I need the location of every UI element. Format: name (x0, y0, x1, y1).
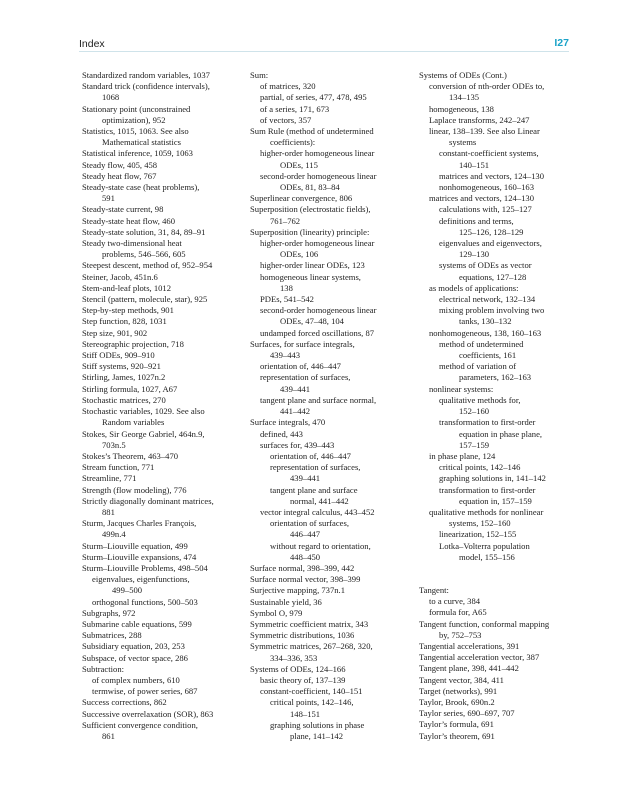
index-entry: Steady heat flow, 767 (82, 170, 157, 181)
index-subentry: nonlinear systems: (429, 383, 494, 394)
index-entry: Superlinear convergence, 806 (250, 193, 353, 204)
index-subentry: 499–500 (112, 585, 143, 596)
index-subentry: orthogonal functions, 500–503 (92, 596, 198, 607)
index-subentry: of vectors, 357 (260, 114, 312, 125)
index-subentry: normal, 441–442 (290, 495, 349, 506)
index-subentry: model, 155–156 (459, 551, 515, 562)
index-entry: Superposition (linearity) principle: (250, 226, 370, 237)
index-entry: Target (networks), 991 (419, 685, 498, 696)
index-entry: Standardized random variables, 1037 (82, 70, 210, 80)
index-entry: Steady two-dimensional heat (82, 238, 182, 249)
index-entry: Sustainable yield, 36 (250, 596, 322, 607)
index-entry: Streamline, 771 (82, 473, 137, 484)
index-entry: Tangential acceleration vector, 387 (419, 652, 540, 663)
index-entry: Tangential accelerations, 391 (419, 640, 520, 651)
entry-gap (419, 574, 579, 585)
index-entry: Success corrections, 862 (82, 697, 167, 708)
index-subentry: 125–126, 128–129 (459, 226, 524, 237)
page-number: I27 (554, 37, 569, 49)
index-subentry: 439–441 (290, 473, 321, 484)
index-subentry: 761–762 (270, 215, 301, 226)
index-subentry: systems (449, 137, 477, 148)
index-subentry: 152–160 (459, 406, 490, 417)
index-column-1 (82, 70, 242, 742)
index-subentry: eigenvalues, eigenfunctions, (92, 574, 190, 585)
index-entry: Taylor’s formula, 691 (419, 719, 494, 730)
index-subentry: critical points, 142–146, (270, 697, 354, 708)
index-column-2 (250, 70, 410, 742)
index-entry: Surface integrals, 470 (250, 417, 326, 428)
index-subentry: 334–336, 353 (270, 652, 318, 663)
index-subentry: mixing problem involving two (439, 305, 545, 316)
index-subentry: eigenvalues and eigenvectors, (439, 238, 542, 249)
index-subentry: nonhomogeneous, 138, 160–163 (429, 327, 542, 338)
index-entry: Steady-state solution, 31, 84, 89–91 (82, 226, 206, 237)
index-column-3 (419, 70, 579, 742)
index-entry: Submatrices, 288 (82, 630, 142, 641)
index-subentry: by, 752–753 (439, 629, 482, 640)
index-subentry: transformation to first-order (439, 417, 536, 428)
index-subentry: tangent plane and surface (270, 484, 358, 495)
index-entry: Stochastic variables, 1029. See also (82, 406, 205, 417)
index-subentry: systems, 152–160 (449, 518, 511, 529)
index-entry: Stokes, Sir George Gabriel, 464n.9, (82, 428, 205, 439)
index-entry: Subgraphs, 972 (82, 607, 136, 618)
running-head-title: Index (79, 38, 105, 50)
index-entry: Systems of ODEs, 124–166 (250, 663, 346, 674)
index-entry: Symmetric coefficient matrix, 343 (250, 618, 369, 629)
index-subentry: electrical network, 132–134 (439, 294, 536, 305)
index-entry: Successive overrelaxation (SOR), 863 (82, 708, 214, 719)
index-entry: Step-by-step methods, 901 (82, 305, 174, 316)
index-subentry: definitions and terms, (439, 215, 514, 226)
index-subentry: higher-order homogeneous linear (260, 238, 375, 249)
index-subentry: homogeneous linear systems, (260, 271, 361, 282)
index-subentry: constant-coefficient, 140–151 (260, 686, 363, 697)
index-subentry: second-order homogeneous linear (260, 170, 377, 181)
index-subentry: graphing solutions in phase (270, 719, 365, 730)
index-subentry: 157–159 (459, 439, 490, 450)
index-subentry: systems of ODEs as vector (439, 260, 532, 271)
index-entry: Steady-state heat flow, 460 (82, 215, 175, 226)
index-subentry: in phase plane, 124 (429, 450, 496, 461)
index-subentry: 129–130 (459, 249, 490, 260)
index-entry: Stream function, 771 (82, 462, 155, 473)
index-subentry: 439–443 (270, 350, 301, 361)
index-subentry: 499n.4 (102, 529, 126, 540)
index-subentry: Random variables (102, 417, 165, 428)
index-subentry: 881 (102, 506, 115, 517)
index-entry: Steepest descent, method of, 952–954 (82, 260, 213, 271)
index-entry: Subtraction: (82, 663, 125, 674)
index-subentry: 441–442 (280, 406, 311, 417)
index-subentry: vector integral calculus, 443–452 (260, 506, 375, 517)
index-subentry: nonhomogeneous, 160–163 (439, 182, 535, 193)
index-subentry: defined, 443 (260, 428, 303, 439)
index-entry: Systems of ODEs (Cont.) (419, 70, 507, 80)
index-entry: Stationary point (unconstrained (82, 103, 191, 114)
index-subentry: ODEs, 106 (280, 249, 319, 260)
index-subentry: equation in phase plane, (459, 428, 543, 439)
index-subentry: orientation of, 446–447 (260, 361, 341, 372)
index-entry: Taylor, Brook, 690n.2 (419, 696, 495, 707)
index-entry: Sturm–Liouville equation, 499 (82, 540, 188, 551)
index-entry: Subsidiary equation, 203, 253 (82, 641, 185, 652)
index-subentry: of a series, 171, 673 (260, 103, 330, 114)
index-entry: Sturm–Liouville expansions, 474 (82, 551, 197, 562)
index-entry: Tangent plane, 398, 441–442 (419, 663, 519, 674)
index-subentry: calculations with, 125–127 (439, 204, 532, 215)
index-subentry: parameters, 162–163 (459, 372, 532, 383)
index-subentry: orientation of surfaces, (270, 518, 349, 529)
index-subentry: coefficients, 161 (459, 350, 517, 361)
index-entry: Stiff ODEs, 909–910 (82, 350, 155, 361)
index-subentry: matrices and vectors, 124–130 (429, 193, 535, 204)
index-entry: Stochastic matrices, 270 (82, 394, 166, 405)
index-subentry: qualitative methods for, (439, 394, 521, 405)
index-entry: Sum Rule (method of undetermined (250, 126, 374, 137)
index-subentry: qualitative methods for nonlinear (429, 506, 544, 517)
index-subentry: higher-order homogeneous linear (260, 148, 375, 159)
index-subentry: as models of applications: (429, 282, 519, 293)
index-entry: Taylor series, 690–697, 707 (419, 708, 515, 719)
index-subentry: 448–450 (290, 551, 321, 562)
index-entry: Surface normal vector, 398–399 (250, 574, 361, 585)
index-entry: Steiner, Jacob, 451n.6 (82, 271, 158, 282)
index-subentry: surfaces for, 439–443 (260, 439, 335, 450)
index-entry: Symmetric distributions, 1036 (250, 630, 355, 641)
index-subentry: 861 (102, 730, 115, 741)
index-entry: Statistical inference, 1059, 1063 (82, 148, 193, 159)
index-entry: Steady-state case (heat problems), (82, 182, 200, 193)
index-subentry: 140–151 (459, 159, 490, 170)
index-subentry: method of undetermined (439, 338, 524, 349)
index-subentry: constant-coefficient systems, (439, 148, 539, 159)
index-subentry: tangent plane and surface normal, (260, 394, 377, 405)
index-entry: Stirling, James, 1027n.2 (82, 372, 166, 383)
page-header (79, 34, 569, 52)
index-subentry: basic theory of, 137–139 (260, 674, 346, 685)
index-subentry: of matrices, 320 (260, 81, 316, 92)
index-entry: Statistics, 1015, 1063. See also (82, 126, 189, 137)
index-subentry: to a curve, 384 (429, 596, 481, 607)
index-subentry: PDEs, 541–542 (260, 294, 314, 305)
index-subentry: orientation of, 446–447 (270, 450, 351, 461)
index-entry: Standard trick (confidence intervals), (82, 81, 210, 92)
index-subentry: homogeneous, 138 (429, 103, 494, 114)
index-entry: Symmetric matrices, 267–268, 320, (250, 641, 373, 652)
index-subentry: equation in, 157–159 (459, 495, 532, 506)
index-entry: Step function, 828, 1031 (82, 316, 167, 327)
index-subentry: 134–135 (449, 92, 480, 103)
index-subentry: 148–151 (290, 708, 321, 719)
index-subentry: transformation to first-order (439, 484, 536, 495)
index-subentry: equations, 127–128 (459, 271, 527, 282)
index-entry: Steady flow, 405, 458 (82, 159, 158, 170)
header-rule (79, 51, 569, 52)
index-subentry: optimization), 952 (102, 114, 166, 125)
index-subentry: partial, of series, 477, 478, 495 (260, 92, 367, 103)
index-entry: Symbol O, 979 (250, 607, 303, 618)
index-entry: Surface normal, 398–399, 442 (250, 562, 355, 573)
index-entry: Superposition (electrostatic fields), (250, 204, 371, 215)
index-entry: Stem-and-leaf plots, 1012 (82, 282, 172, 293)
index-entry: Stencil (pattern, molecule, star), 925 (82, 294, 208, 305)
index-entry: Strictly diagonally dominant matrices, (82, 495, 214, 506)
index-subentry: termwise, of power series, 687 (92, 686, 198, 697)
index-entry: Submarine cable equations, 599 (82, 618, 192, 629)
index-subentry: conversion of nth-order ODEs to, (429, 81, 545, 92)
index-subentry: second-order homogeneous linear (260, 305, 377, 316)
index-subentry: critical points, 142–146 (439, 462, 521, 473)
index-entry: Surjective mapping, 737n.1 (250, 585, 345, 596)
index-entry: Sturm, Jacques Charles François, (82, 518, 197, 529)
index-subentry: Mathematical statistics (102, 137, 181, 148)
index-subentry: higher-order linear ODEs, 123 (260, 260, 365, 271)
index-subentry: linearization, 152–155 (439, 529, 517, 540)
index-subentry: plane, 141–142 (290, 730, 343, 741)
index-subentry: 591 (102, 193, 115, 204)
index-subentry: ODEs, 115 (280, 159, 318, 170)
index-subentry: representation of surfaces, (260, 372, 351, 383)
index-subentry: coefficients): (270, 137, 316, 148)
index-subentry: 138 (280, 282, 293, 293)
index-subentry: problems, 546–566, 605 (102, 249, 186, 260)
index-entry: Strength (flow modeling), 776 (82, 484, 187, 495)
index-entry: Stereographic projection, 718 (82, 338, 184, 349)
index-entry: Stiff systems, 920–921 (82, 361, 161, 372)
index-entry: Stokes’s Theorem, 463–470 (82, 450, 179, 461)
index-entry: Tangent function, conformal mapping (419, 618, 550, 629)
index-subentry: 439–441 (280, 383, 311, 394)
index-subentry: Laplace transforms, 242–247 (429, 114, 530, 125)
index-entry: Sufficient convergence condition, (82, 719, 198, 730)
index-entry: Tangent: (419, 584, 449, 595)
index-subentry: ODEs, 47–48, 104 (280, 316, 344, 327)
index-subentry: tanks, 130–132 (459, 316, 512, 327)
index-subentry: without regard to orientation, (270, 540, 371, 551)
index-entry: Tangent vector, 384, 411 (419, 674, 504, 685)
index-entry: Steady-state current, 98 (82, 204, 164, 215)
index-subentry: graphing solutions in, 141–142 (439, 473, 546, 484)
index-subentry: Lotka–Volterra population (439, 540, 530, 551)
index-subentry: linear, 138–139. See also Linear (429, 126, 540, 137)
index-subentry: method of variation of (439, 361, 517, 372)
index-entry: Sturm–Liouville Problems, 498–504 (82, 562, 208, 573)
index-subentry: 703n.5 (102, 439, 126, 450)
index-entry: Sum: (250, 70, 269, 80)
index-subentry: 446–447 (290, 529, 321, 540)
index-subentry: matrices and vectors, 124–130 (439, 170, 545, 181)
index-subentry: ODEs, 81, 83–84 (280, 182, 340, 193)
index-subentry: representation of surfaces, (270, 462, 361, 473)
index-subentry: formula for, A65 (429, 607, 487, 618)
index-entry: Stirling formula, 1027, A67 (82, 383, 178, 394)
index-entry: Subspace, of vector space, 286 (82, 652, 188, 663)
index-subentry: of complex numbers, 610 (92, 674, 180, 685)
index-entry: Taylor’s theorem, 691 (419, 730, 495, 741)
index-entry: Surfaces, for surface integrals, (250, 338, 355, 349)
index-subentry: undamped forced oscillations, 87 (260, 327, 375, 338)
index-entry: Step size, 901, 902 (82, 327, 148, 338)
entry-gap (419, 563, 579, 574)
index-subentry: 1068 (102, 92, 120, 103)
